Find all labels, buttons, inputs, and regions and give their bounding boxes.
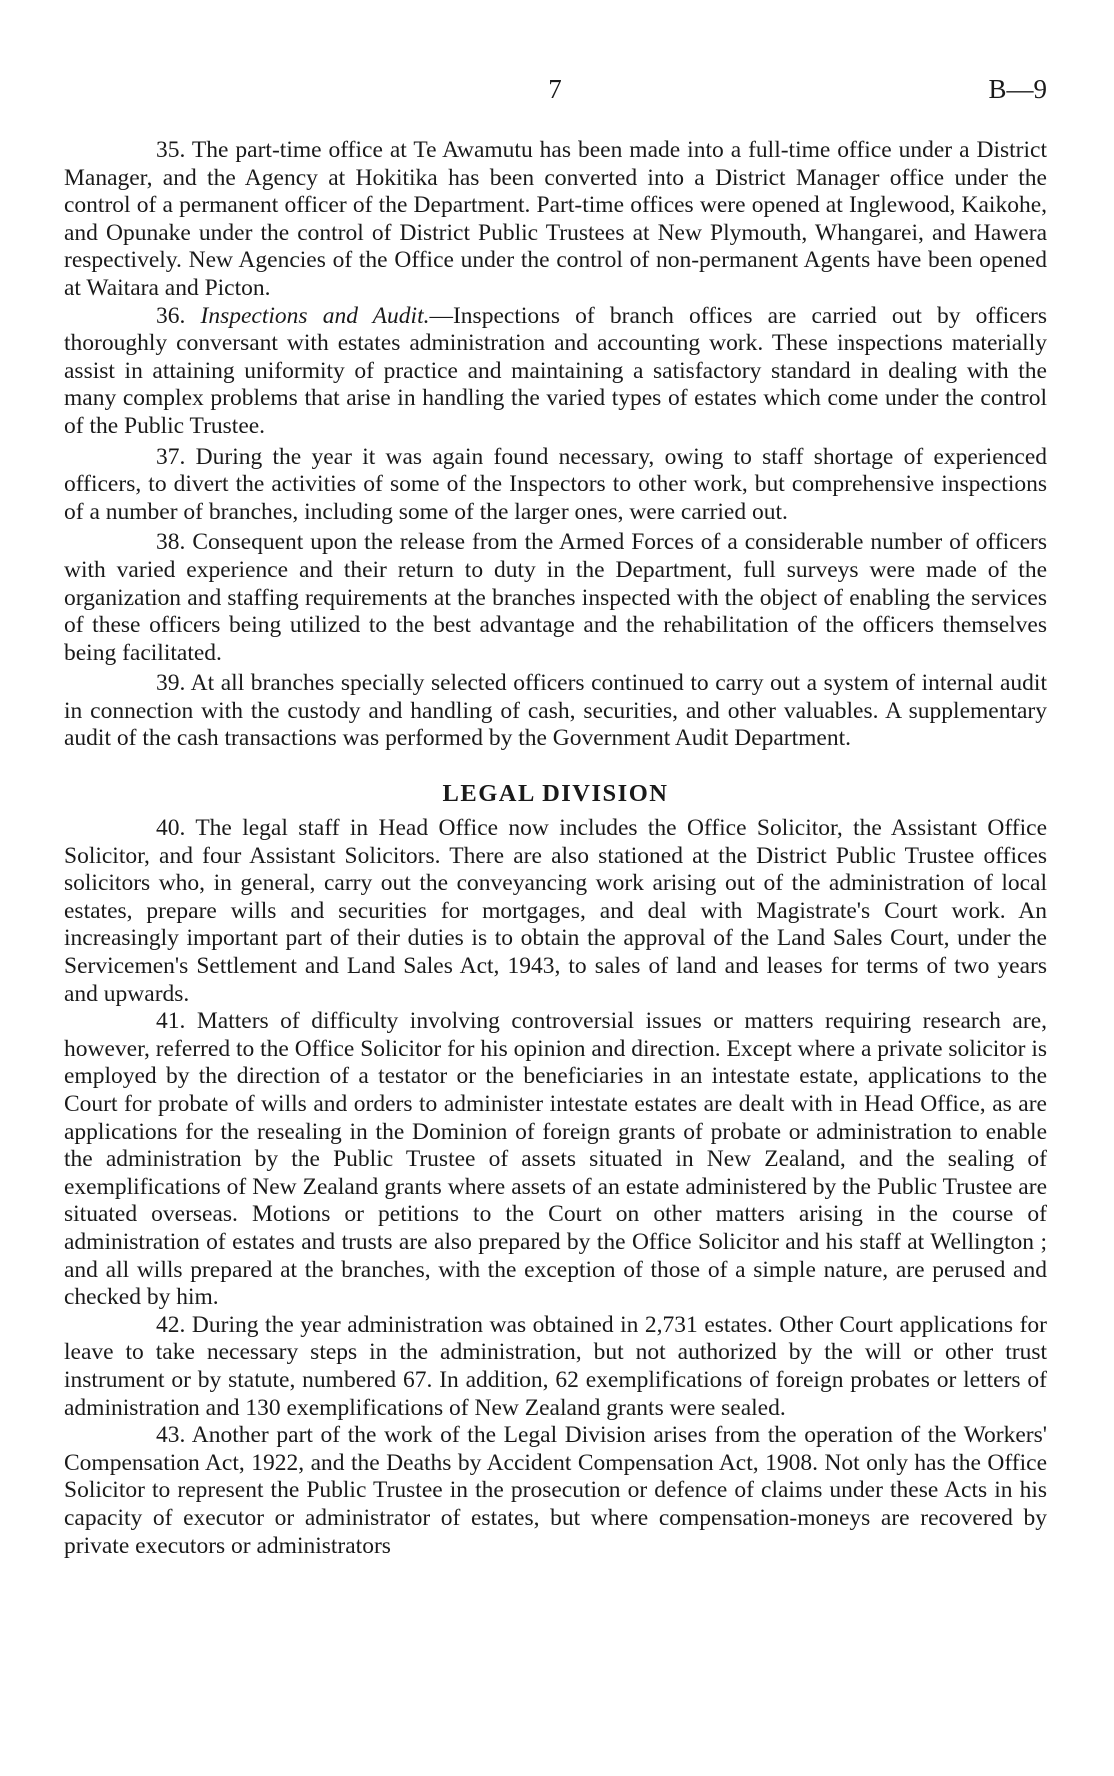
- paragraph-number: 38.: [156, 529, 186, 556]
- body-text: [64, 137, 1047, 1560]
- document-reference: B—9: [988, 74, 1047, 104]
- paragraph-number: 35.: [156, 137, 186, 163]
- page-number: 7: [548, 74, 562, 104]
- paragraph-text: During the year administration was obtained in 2,731 estates. Other Court applications for leave to take necessary steps in the administration, but not authorized by the will or other trust instrument or by statute, numbered 67. In addition, 62 exemplifications of foreign probates or letters of administration and 130 exemplifications of New Zealand grants were sealed.: [64, 1311, 1047, 1421]
- paragraph-text: The part-time office at Te Awamutu has been made into a full-time office under a District Manager, and the Agency at Hokitika has been converted into a District Manager office under the control of a permanent officer of the Department. Part-time offices were opened at Inglewood, Kaikohe, and Opunake under the control of District Public Trustees at New Plymouth, Whangarei, and Hawera respectively. New Agencies of the Office under the control of non-permanent Agents have been opened at Waitara and Picton.: [64, 137, 1047, 301]
- paragraph-37: [64, 444, 1047, 527]
- paragraph-text: Another part of the work of the Legal Division arises from the operation of the Workers' Compensation Act, 1922, and the Deaths by Accident Compensation Act, 1908. Not only has the Office Solicitor to represent the Public Trustee in the prosecution or defence of claims under these Acts in his capacity of executor or administrator of estates, but where compensation-moneys are recovered by private executors or administrators: [64, 1422, 1047, 1559]
- paragraph-number: 39.: [156, 670, 186, 697]
- paragraph-text: —Inspections of branch offices are carried out by officers thoroughly conversant with estates administration and accounting work. These inspections materially assist in attaining uniformity of practice and maintaining a satisfactory standard in dealing with the many complex problems that arise in handling the varied types of estates which come under the control of the Public Trustee.: [64, 302, 1048, 439]
- paragraph-text: Matters of difficulty involving controversial issues or matters requiring research are, however, referred to the Office Solicitor for his opinion and direction. Except where a private solicitor is employed by the direction of a testator or the beneficiaries in an intestate estate, applications to the Court for probate of wills and orders to administer intestate estates are dealt with in Head Office, as are applications for the resealing in the Dominion of foreign grants of probate or administration to enable the administration by the Public Trustee of assets situated in New Zealand, and the sealing of exemplifications of New Zealand grants where assets of an estate administered by the Public Trustee are situated overseas. Motions or petitions to the Court on other matters arising in the course of administration of estates and trusts are also prepared by the Office Solicitor and his staff at Wellington ; and all wills prepared at the branches, with the exception of those of a simple nature, are perused and checked by him.: [64, 1008, 1047, 1311]
- paragraph-43: [64, 1422, 1047, 1560]
- paragraph-number: 37.: [156, 443, 186, 470]
- paragraph-38: [64, 529, 1047, 667]
- section-heading-legal-division: LEGAL DIVISION: [442, 780, 669, 808]
- paragraph-text: During the year it was again found necessary, owing to staff shortage of experienced officers, to divert the activities of some of the Inspectors to other work, but comprehensive inspections of a number of branches, including some of the larger ones, were carried out.: [64, 443, 1047, 525]
- paragraph-text: At all branches specially selected officers continued to carry out a system of internal audit in connection with the custody and handling of cash, securities, and other valuables. A supplementary audit of the cash transactions was performed by the Government Audit Department.: [64, 670, 1047, 752]
- paragraph-40: [64, 815, 1047, 1008]
- paragraph-number: 42.: [156, 1311, 186, 1338]
- paragraph-number: 40.: [156, 815, 186, 842]
- paragraph-36: [64, 303, 1047, 441]
- paragraph-39: [64, 670, 1047, 753]
- paragraph-35: [64, 137, 1047, 303]
- paragraph-number: 43.: [156, 1422, 186, 1449]
- paragraph-text: The legal staff in Head Office now includes the Office Solicitor, the Assistant Office Solicitor, and four Assistant Solicitors. There are also stationed at the District Public Trustee offices solicitors who, in general, carry out the conveyancing work arising out of the administration of local estates, prepare wills and securities for mortgages, and deal with Magistrate's Court work. An increasingly important part of their duties is to obtain the approval of the Land Sales Court, under the Servicemen's Settlement and Land Sales Act, 1943, to sales of land and leases for terms of two years and upwards.: [64, 815, 1047, 1007]
- paragraph-heading: Inspections and Audit.: [200, 302, 430, 329]
- paragraph-42: [64, 1312, 1047, 1422]
- paragraph-number: 41.: [156, 1008, 186, 1035]
- paragraph-41: [64, 1008, 1047, 1312]
- paragraph-text: Consequent upon the release from the Armed Forces of a considerable number of officers with varied experience and their return to duty in the Department, full surveys were made of the organization and staffing requirements at the branches inspected with the object of enabling the services of these officers being utilized to the best advantage and the rehabilitation of the officers themselves being facilitated.: [64, 529, 1047, 666]
- paragraph-number: 36.: [156, 302, 186, 329]
